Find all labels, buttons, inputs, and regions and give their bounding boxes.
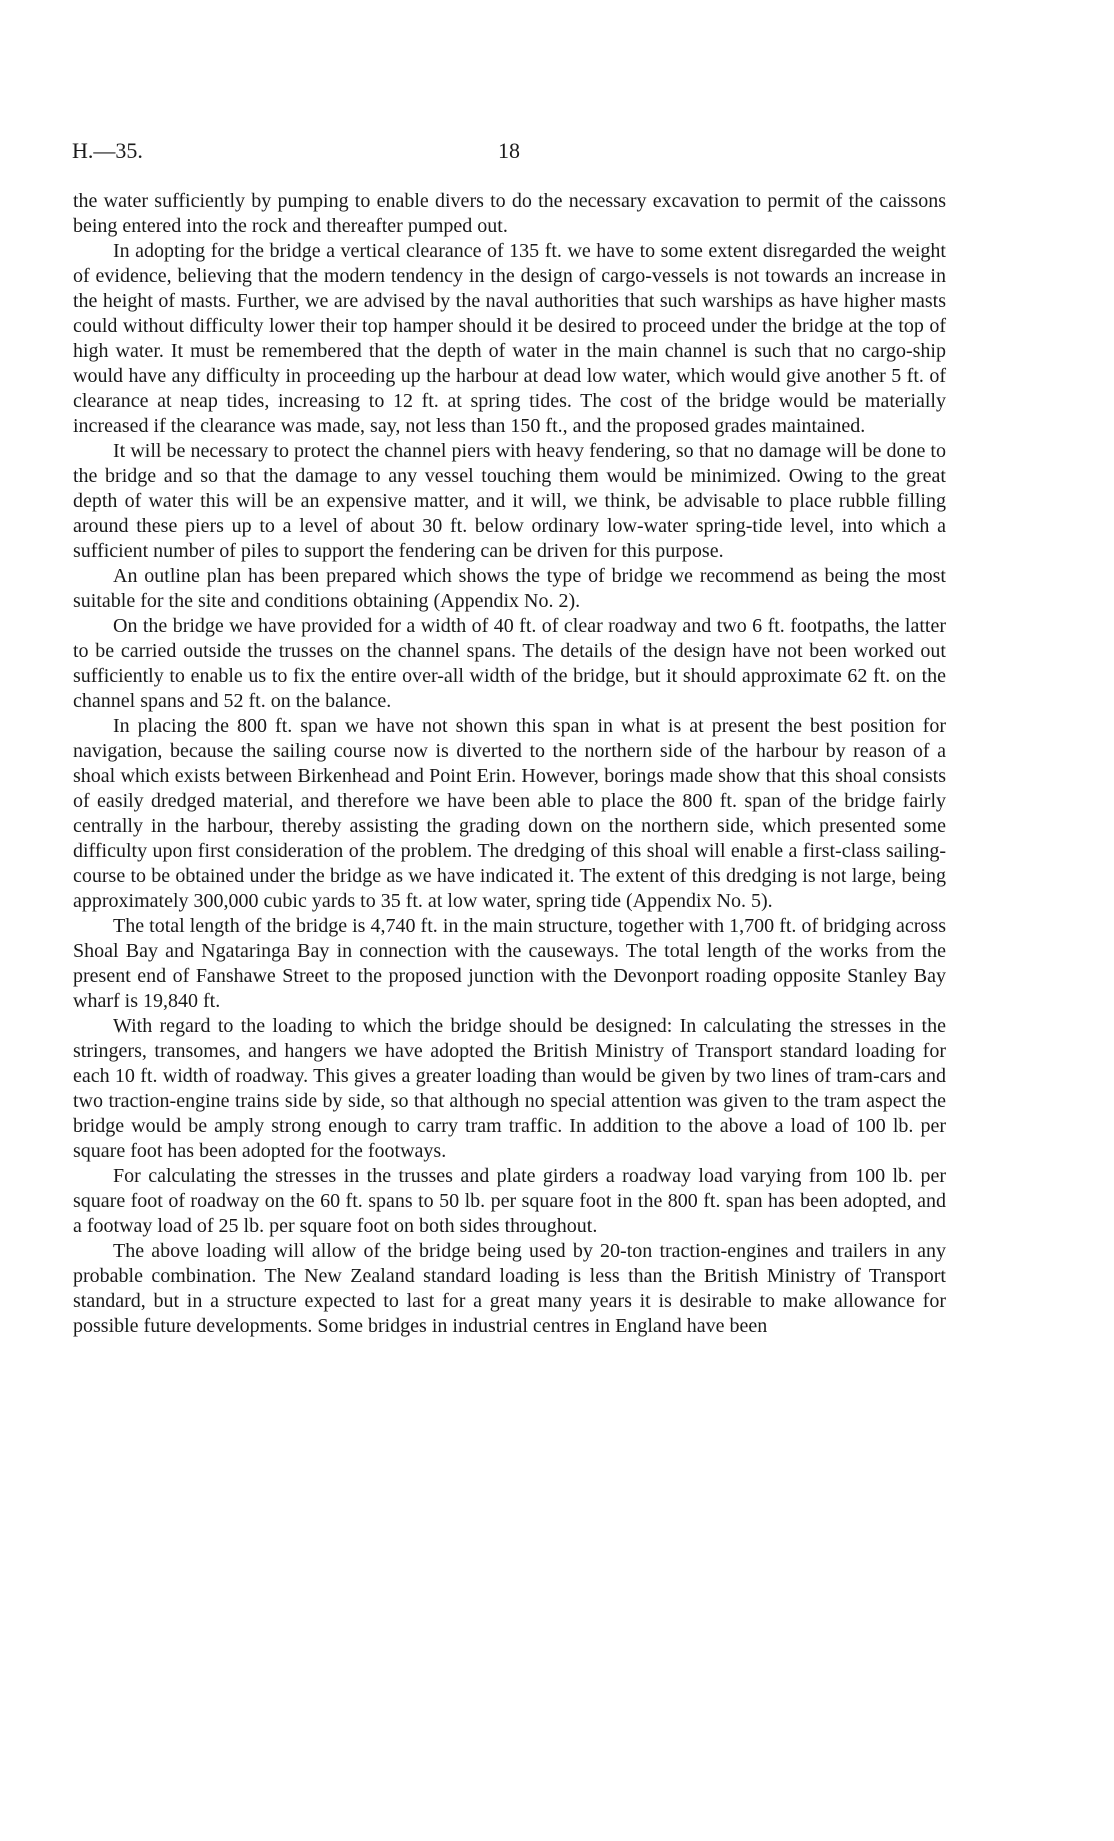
body-text [73, 189, 946, 1339]
paragraph-vertical-clearance: In adopting for the bridge a vertical clearance of 135 ft. we have to some extent disregarded the weight of evidence, believing that the modern tendency in the design of cargo-vessels is not towards an increase in the height of masts. Further, we are advised by the naval authorities that such warships as have higher masts could without difficulty lower their top hamper should it be desired to proceed under the bridge at the top of high water. It must be remembered that the depth of water in the main channel is such that no cargo-ship would have any difficulty in proceeding up the harbour at dead low water, which would give another 5 ft. of clearance at neap tides, increasing to 12 ft. at spring tides. The cost of the bridge would be materially increased if the clearance was made, say, not less than 150 ft., and the proposed grades maintained. [73, 240, 946, 437]
paragraph-total-length: The total length of the bridge is 4,740 ft. in the main structure, together with 1,700 ft. of bridging across Shoal Bay and Ngataringa Bay in connection with the causeways. The total length of the works from the present end of Fanshawe Street to the proposed junction with the Devonport roading opposite Stanley Bay wharf is 19,840 ft. [73, 915, 946, 1012]
paragraph-loading: With regard to the loading to which the bridge should be designed: In calculating the stresses in the stringers, transomes, and hangers we have adopted the British Ministry of Transport standard loading for each 10 ft. width of roadway. This gives a greater loading than would be given by two lines of tram-cars and two traction-engine trains side by side, so that although no special attention was given to the tram aspect the bridge would be amply strong enough to carry tram traffic. In addition to the above a load of 100 lb. per square foot has been adopted for the footways. [73, 1015, 946, 1162]
paragraph-continuation: the water sufficiently by pumping to enable divers to do the necessary excavation to permit of the caissons being entered into the rock and thereafter pumped out. [73, 190, 946, 237]
paragraph-roadway-width: On the bridge we have provided for a width of 40 ft. of clear roadway and two 6 ft. footpaths, the latter to be carried outside the trusses on the channel spans. The details of the design have not been worked out sufficiently to enable us to fix the entire over-all width of the bridge, but it should approximate 62 ft. on the channel spans and 52 ft. on the balance. [73, 615, 946, 712]
paragraph-truss-stresses: For calculating the stresses in the trusses and plate girders a roadway load varying from 100 lb. per square foot of roadway on the 60 ft. spans to 50 lb. per square foot in the 800 ft. span has been adopted, and a footway load of 25 lb. per square foot on both sides throughout. [73, 1165, 946, 1237]
page-number: 18 [498, 138, 520, 163]
paragraph-traction-engines: The above loading will allow of the bridge being used by 20-ton traction-engines and trailers in any probable combination. The New Zealand standard loading is less than the British Ministry of Transport standard, but in a structure expected to last for a great many years it is desirable to make allowance for possible future developments. Some bridges in industrial centres in England have been [73, 1240, 946, 1337]
paragraph-pier-fendering: It will be necessary to protect the channel piers with heavy fendering, so that no damage will be done to the bridge and so that the damage to any vessel touching them would be minimized. Owing to the great depth of water this will be an expensive matter, and it will, we think, be advisable to place rubble filling around these piers up to a level of about 30 ft. below ordinary low-water spring-tide level, into which a sufficient number of piles to support the fendering can be driven for this purpose. [73, 440, 946, 562]
paragraph-span-placement: In placing the 800 ft. span we have not shown this span in what is at present the best position for navigation, because the sailing course now is diverted to the northern side of the harbour by reason of a shoal which exists between Birkenhead and Point Erin. However, borings made show that this shoal consists of easily dredged material, and therefore we have been able to place the 800 ft. span of the bridge fairly centrally in the harbour, thereby assisting the grading down on the northern side, which presented some difficulty upon first consideration of the problem. The dredging of this shoal will enable a first-class sailing-course to be obtained under the bridge as we have indicated it. The extent of this dredging is not large, being approximately 300,000 cubic yards to 35 ft. at low water, spring tide (Appendix No. 5). [73, 715, 946, 912]
document-reference: H.—35. [72, 138, 143, 163]
paragraph-outline-plan: An outline plan has been prepared which shows the type of bridge we recommend as being the most suitable for the site and conditions obtaining (Appendix No. 2). [73, 565, 946, 612]
page-header [72, 138, 952, 168]
